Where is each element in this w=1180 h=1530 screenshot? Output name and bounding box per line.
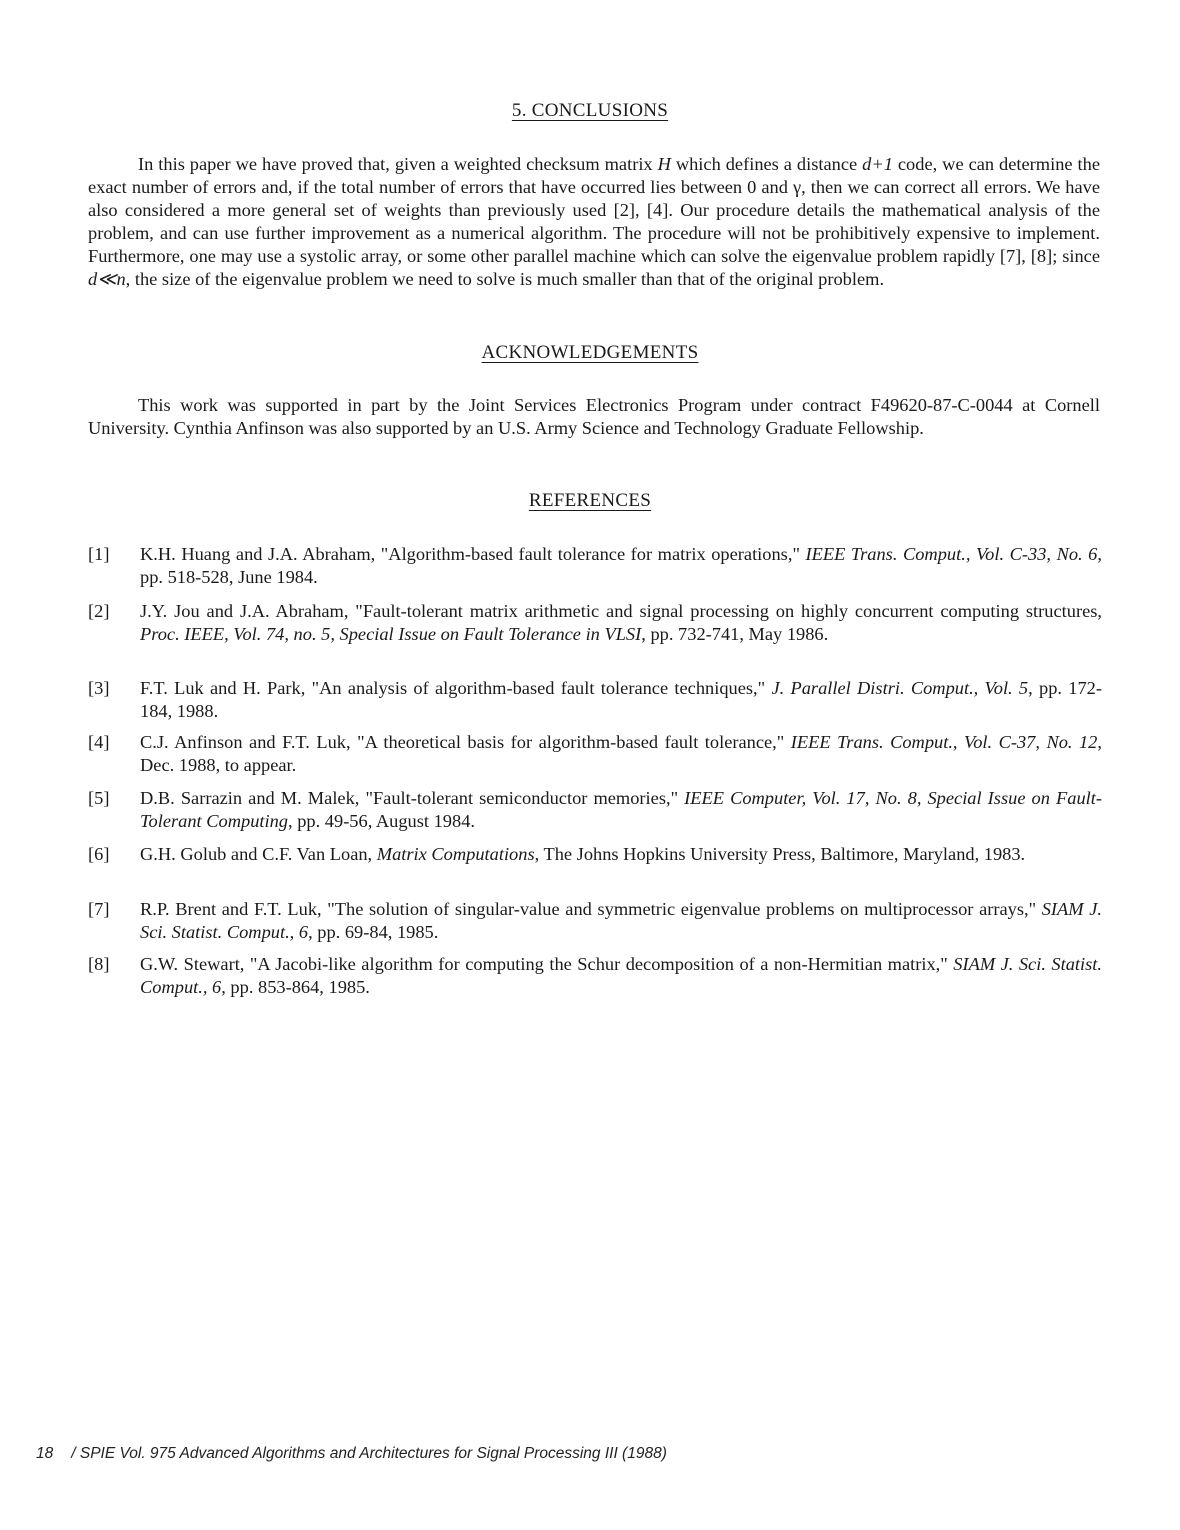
text-run: , pp. 853-864, 1985. (221, 977, 370, 997)
journal: IEEE Computer, Vol. 17, No. 8, Special Issue on Fault-Tolerant Computing (140, 788, 1102, 831)
math-d-much-less-n: d≪n (88, 269, 126, 289)
text-run: C.J. Anfinson and F.T. Luk, "A theoretical basis for algorithm-based fault tolerance," (140, 732, 791, 752)
text-run: , pp. 69-84, 1985. (308, 922, 439, 942)
reference-body (140, 787, 1102, 833)
reference-body (140, 843, 1102, 866)
book-title: Matrix Computations (376, 844, 535, 864)
section-heading-references (0, 490, 1180, 512)
text-run: J.Y. Jou and J.A. Abraham, "Fault-tolerant matrix arithmetic and signal processing on highly concurrent computing structures, (140, 601, 1102, 621)
reference-item (88, 543, 1102, 589)
acknowledgements-paragraph (88, 394, 1100, 440)
journal: IEEE Trans. Comput., Vol. C-37, No. 12 (790, 732, 1098, 752)
math-H: H (657, 154, 671, 174)
reference-item (88, 600, 1102, 646)
reference-body (140, 677, 1102, 723)
text-run: G.W. Stewart, "A Jacobi-like algorithm for computing the Schur decomposition of a non-Hermitian matrix," (140, 954, 954, 974)
reference-item (88, 843, 1102, 866)
text-run: , pp. 518-528, June 1984. (140, 544, 1102, 587)
text-run: , the size of the eigenvalue problem we need to solve is much smaller than that of the original problem. (125, 269, 885, 289)
journal: Proc. IEEE, Vol. 74, no. 5, Special Issue on Fault Tolerance in VLSI (140, 624, 642, 644)
text-run: , The Johns Hopkins University Press, Baltimore, Maryland, 1983. (534, 844, 1026, 864)
text-run: code, we can determine the exact number of errors and, if the total number of errors that have occurred lies between 0 and γ, then we can correct all errors. We have also considered a more general set of weights than previously used [2], [4]. Our procedure details the mathematical analysis of the problem, and can use further improvement as a numerical algorithm. The procedure will not be prohibitively expensive to implement. Furthermore, one may use a systolic array, or some other parallel machine which can solve the eigenvalue problem rapidly [7], [8]; since (88, 154, 1100, 266)
reference-body (140, 898, 1102, 944)
text-run: G.H. Golub and C.F. Van Loan, (140, 844, 377, 864)
text-run: K.H. Huang and J.A. Abraham, "Algorithm-based fault tolerance for matrix operations," (140, 544, 806, 564)
text-run: R.P. Brent and F.T. Luk, "The solution of singular-value and symmetric eigenvalue problems on multiprocessor arrays," (140, 899, 1042, 919)
reference-body (140, 543, 1102, 589)
reference-body (140, 731, 1102, 777)
section-heading-conclusions (0, 100, 1180, 122)
page-number: 18 (36, 1445, 54, 1462)
text-run: D.B. Sarrazin and M. Malek, "Fault-tolerant semiconductor memories," (140, 788, 685, 808)
reference-number: [1] (88, 544, 110, 564)
text-run: which defines a distance (670, 154, 863, 174)
reference-item (88, 731, 1102, 777)
text-run: In this paper we have proved that, given a weighted checksum matrix (138, 154, 658, 174)
reference-number: [3] (88, 678, 110, 698)
journal: J. Parallel Distri. Comput., Vol. 5 (771, 678, 1029, 698)
text-run: , pp. 172-184, 1988. (140, 678, 1102, 721)
reference-number: [2] (88, 601, 110, 621)
footer-citation: / SPIE Vol. 975 Advanced Algorithms and Architectures for Signal Processing III (1988) (71, 1445, 667, 1462)
journal: IEEE Trans. Comput., Vol. C-33, No. 6 (805, 544, 1098, 564)
journal: SIAM J. Sci. Statist. Comput., 6 (140, 954, 1102, 997)
reference-item (88, 677, 1102, 723)
reference-number: [6] (88, 844, 110, 864)
reference-body (140, 600, 1102, 646)
conclusions-paragraph (88, 153, 1100, 291)
text-run: F.T. Luk and H. Park, "An analysis of algorithm-based fault tolerance techniques," (140, 678, 772, 698)
heading-text: ACKNOWLEDGEMENTS (481, 342, 699, 363)
heading-text: 5. CONCLUSIONS (511, 100, 669, 121)
reference-number: [7] (88, 899, 110, 919)
text-run: , pp. 732-741, May 1986. (641, 624, 829, 644)
reference-body (140, 953, 1102, 999)
heading-text: REFERENCES (528, 490, 652, 511)
reference-number: [4] (88, 732, 110, 752)
page-footer (36, 1445, 667, 1463)
reference-number: [8] (88, 954, 110, 974)
text-run: , Dec. 1988, to appear. (140, 732, 1102, 775)
reference-number: [5] (88, 788, 110, 808)
section-heading-acknowledgements (0, 342, 1180, 364)
reference-item (88, 787, 1102, 833)
reference-item (88, 898, 1102, 944)
text-run: This work was supported in part by the Joint Services Electronics Program under contract F49620-87-C-0044 at Cornell University. Cynthia Anfinson was also supported by an U.S. Army Science and Technology Graduate Fellowship. (88, 395, 1100, 438)
journal: SIAM J. Sci. Statist. Comput., 6 (140, 899, 1102, 942)
math-d-plus-1: d+1 (862, 154, 893, 174)
reference-item (88, 953, 1102, 999)
text-run: , pp. 49-56, August 1984. (288, 811, 475, 831)
